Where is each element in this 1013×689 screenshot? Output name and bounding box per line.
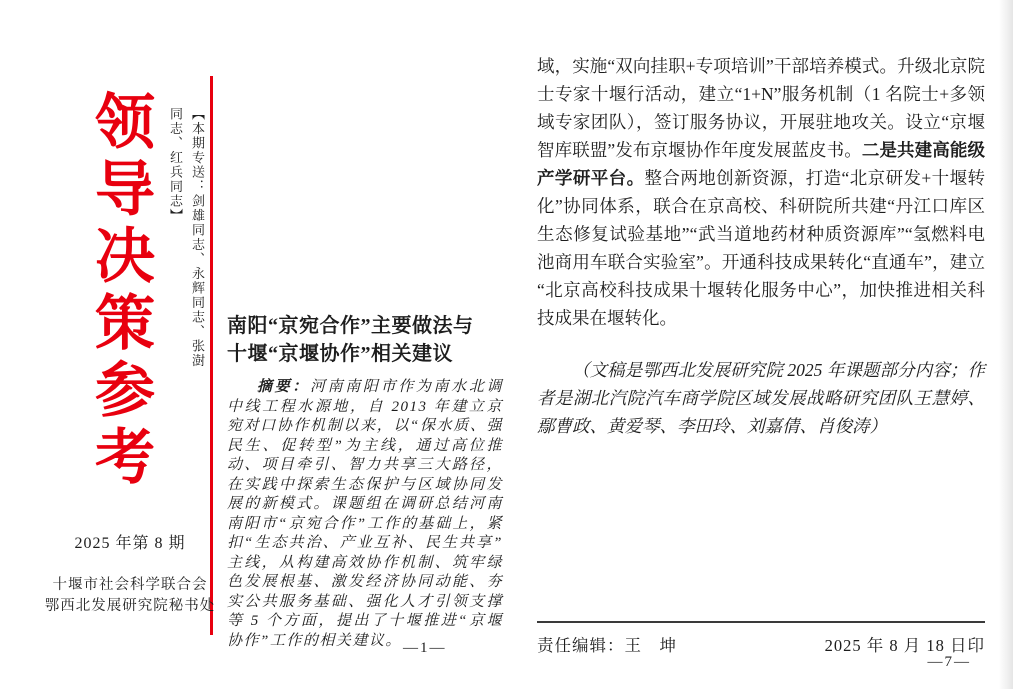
footer-bar [537,621,985,656]
article-column [227,312,503,651]
issue-label: 2025 年第 8 期 [74,535,186,552]
editor-credit: 责任编辑：王 坤 [537,636,677,655]
dispatch-note: 【本期专送：剑雄同志、永辉同志、张澍同志、红兵同志】 [168,107,205,368]
masthead-char: 参 [95,358,155,424]
article-title-line: 十堰“京堰协作”相关建议 [227,343,453,365]
right-page-column [537,52,985,440]
scan-edge-shadow [999,0,1013,689]
masthead-char: 决 [95,224,155,290]
journal-masthead [74,90,176,492]
body-paragraph: 域，实施“双向挂职+专项培训”干部培养模式。升级北京院士专家十堰行活动，建立“1+N”服务机制（1 名院士+多领域专家团队），签订服务协议，开展驻地攻关。设立“京堰智库联盟”发布京堰协作年度发展蓝皮书。二是共建高能级产学研平台。整合两地创新资源，打造“北京研发+十堰转化”协同体系，联合在京高校、科研院所共建“丹江口库区生态修复试验基地”“武当道地药材种质资源库”“氢燃料电池商用车联合实验室”。开通科技成果转化“直通车”，建立“北京高校科技成果十堰转化服务中心”，加快推进相关科技成果在堰转化。 [537,56,986,328]
article-abstract [227,378,503,651]
article-title [227,312,503,368]
masthead-char: 策 [95,291,155,357]
masthead-char: 领 [95,90,155,156]
page-number-right: —7— [927,654,971,670]
attribution-note: （文稿是鄂西北发展研究院 2025 年课题部分内容；作者是湖北汽院汽车商学院区域发展战略研究团队王慧婷、鄢曹政、黄爱琴、李田玲、刘嘉倩、肖俊涛） [537,360,985,436]
masthead-char: 考 [95,425,155,491]
page-number-left: —1— [403,640,447,656]
publisher-line: 十堰市社会科学联合会 [52,577,208,593]
publisher-block [40,575,220,617]
print-date: 2025 年 8 月 18 日印 [824,636,985,655]
article-title-line: 南阳“京宛合作”主要做法与 [227,315,474,337]
publisher-line: 鄂西北发展研究院秘书处 [44,598,216,614]
abstract-body: 河南南阳市作为南水北调中线工程水源地，自 2013 年建立京宛对口协作机制以来，以“保水质、强民生、促转型”为主线，通过高位推动、项目牵引、智力共享三大路径，在实践中探索生态保护与区域协同发展的新模式。课题组在调研总结河南南阳市“京宛合作”工作的基础上，紧扣“生态共治、产业互补、民生共享”主线，从构建高效协作机制、筑牢绿色发展根基、激发经济协同动能、夯实公共服务基础、强化人才引领支撑等 5 个方面，提出了十堰推进“京堰协作”工作的相关建议。 [227,379,503,649]
masthead-char: 导 [95,157,155,223]
abstract-label: 摘要： [257,379,310,395]
